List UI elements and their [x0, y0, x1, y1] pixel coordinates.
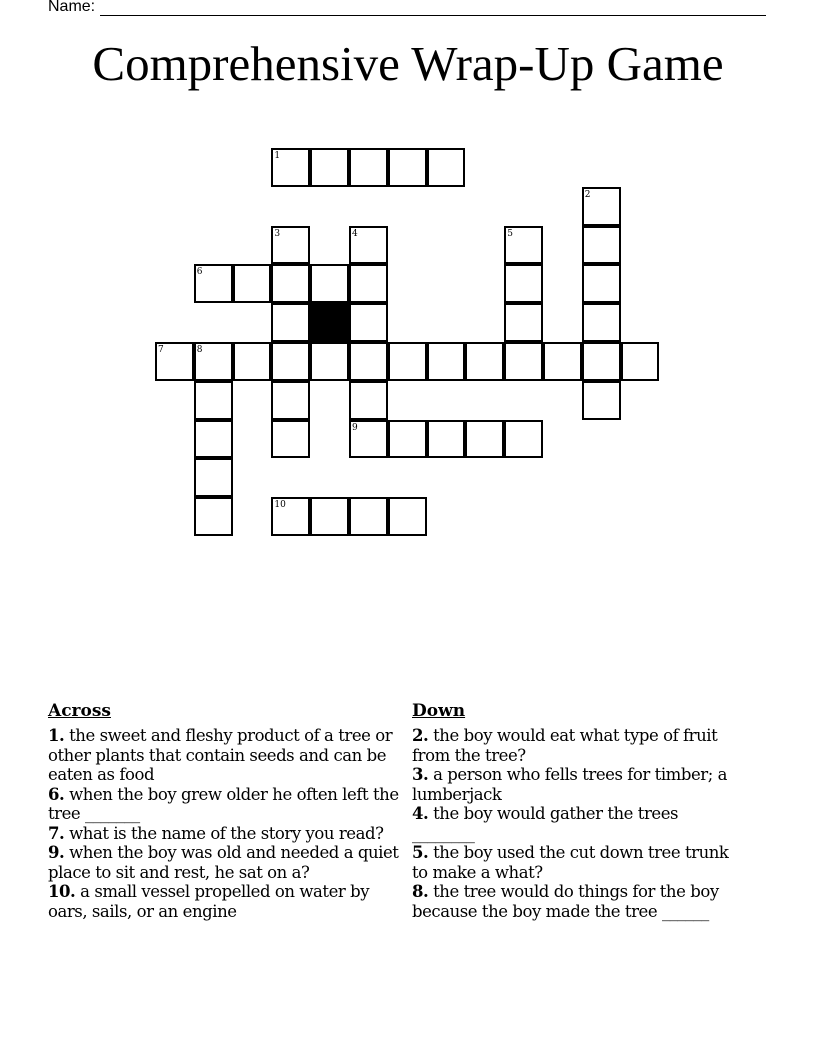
clue-down-2: 2. the boy would eat what type of fruit from the tree? — [412, 726, 718, 765]
crossword-cell[interactable] — [310, 148, 349, 187]
across-heading: Across — [48, 701, 111, 721]
crossword-cell[interactable] — [349, 381, 388, 420]
clue-across-1: 1. the sweet and fleshy product of a tree or other plants that contain seeds and can be eaten as food — [48, 726, 393, 784]
crossword-cell[interactable] — [504, 420, 543, 459]
page-title: Comprehensive Wrap-Up Game — [92, 36, 724, 91]
crossword-cell[interactable] — [582, 226, 621, 265]
crossword-cell[interactable] — [504, 264, 543, 303]
crossword-cell[interactable] — [271, 342, 310, 381]
crossword-cell[interactable] — [310, 264, 349, 303]
across-clues — [48, 700, 408, 921]
crossword-cell[interactable] — [310, 342, 349, 381]
clue-number: 5 — [507, 228, 513, 239]
crossword-cell[interactable] — [427, 148, 466, 187]
crossword-cell[interactable] — [271, 148, 310, 187]
crossword-cell[interactable] — [582, 303, 621, 342]
crossword-cell[interactable] — [271, 497, 310, 536]
clue-down-8: 8. the tree would do things for the boy because the boy made the tree ______ — [412, 882, 719, 921]
crossword-cell[interactable] — [582, 342, 621, 381]
crossword-cell[interactable] — [155, 342, 194, 381]
crossword-cell[interactable] — [310, 497, 349, 536]
crossword-cell[interactable] — [194, 342, 233, 381]
crossword-cell[interactable] — [271, 381, 310, 420]
crossword-cell[interactable] — [349, 148, 388, 187]
crossword-cell[interactable] — [388, 420, 427, 459]
crossword-cell[interactable] — [388, 342, 427, 381]
crossword-cell[interactable] — [271, 420, 310, 459]
clue-number: 3 — [274, 228, 281, 239]
clue-number: 10 — [274, 500, 286, 511]
clue-across-9: 9. when the boy was old and needed a quiet place to sit and rest, he sat on a? — [48, 843, 399, 882]
crossword-cell[interactable] — [349, 497, 388, 536]
crossword-cell[interactable] — [504, 303, 543, 342]
crossword-cell[interactable] — [349, 226, 388, 265]
clue-number: 2 — [584, 189, 591, 200]
clue-number: 6 — [196, 267, 203, 278]
crossword-cell[interactable] — [543, 342, 582, 381]
crossword-cell[interactable] — [504, 226, 543, 265]
crossword-cell[interactable] — [194, 381, 233, 420]
clue-number: 8 — [196, 345, 203, 355]
clue-number: 4 — [352, 228, 358, 239]
clue-down-4: 4. the boy would gather the trees ________ — [412, 804, 679, 843]
crossword-cell[interactable] — [465, 342, 504, 381]
crossword-cell[interactable] — [349, 264, 388, 303]
crossword-cell[interactable] — [582, 187, 621, 226]
crossword-cell[interactable] — [582, 264, 621, 303]
crossword-cell[interactable] — [194, 420, 233, 459]
down-heading: Down — [412, 701, 466, 721]
crossword-cell[interactable] — [194, 497, 233, 536]
crossword-cell[interactable] — [194, 264, 233, 303]
crossword-cell[interactable] — [271, 303, 310, 342]
crossword-cell[interactable] — [349, 420, 388, 459]
clue-across-6: 6. when the boy grew older he often left the tree _______ — [48, 784, 399, 823]
crossword-cell[interactable] — [621, 342, 660, 381]
crossword-cell[interactable] — [233, 342, 272, 381]
black-cell — [310, 303, 349, 342]
crossword-cell[interactable] — [194, 458, 233, 497]
crossword-cell[interactable] — [233, 264, 272, 303]
crossword-cell[interactable] — [349, 342, 388, 381]
crossword-cell[interactable] — [349, 303, 388, 342]
crossword-cell[interactable] — [427, 420, 466, 459]
clue-number: 7 — [158, 345, 164, 355]
crossword-cell[interactable] — [427, 342, 466, 381]
clue-down-5: 5. the boy used the cut down tree trunk to make a what? — [412, 843, 729, 882]
crossword-cell[interactable] — [388, 148, 427, 187]
crossword-cell[interactable] — [271, 226, 310, 265]
crossword-cell[interactable] — [465, 420, 504, 459]
down-clues — [412, 700, 742, 921]
clue-across-10: 10. a small vessel propelled on water by oars, sails, or an engine — [48, 882, 370, 921]
crossword-cell[interactable] — [504, 342, 543, 381]
clue-across-7: 7. what is the name of the story you read? — [48, 823, 384, 843]
clue-down-3: 3. a person who fells trees for timber; a lumberjack — [412, 765, 728, 804]
crossword-cell[interactable] — [271, 264, 310, 303]
crossword-cell[interactable] — [388, 497, 427, 536]
clue-number: 1 — [274, 151, 281, 161]
crossword-cell[interactable] — [582, 381, 621, 420]
clue-number: 9 — [352, 422, 358, 433]
name-label: Name: — [48, 0, 96, 15]
